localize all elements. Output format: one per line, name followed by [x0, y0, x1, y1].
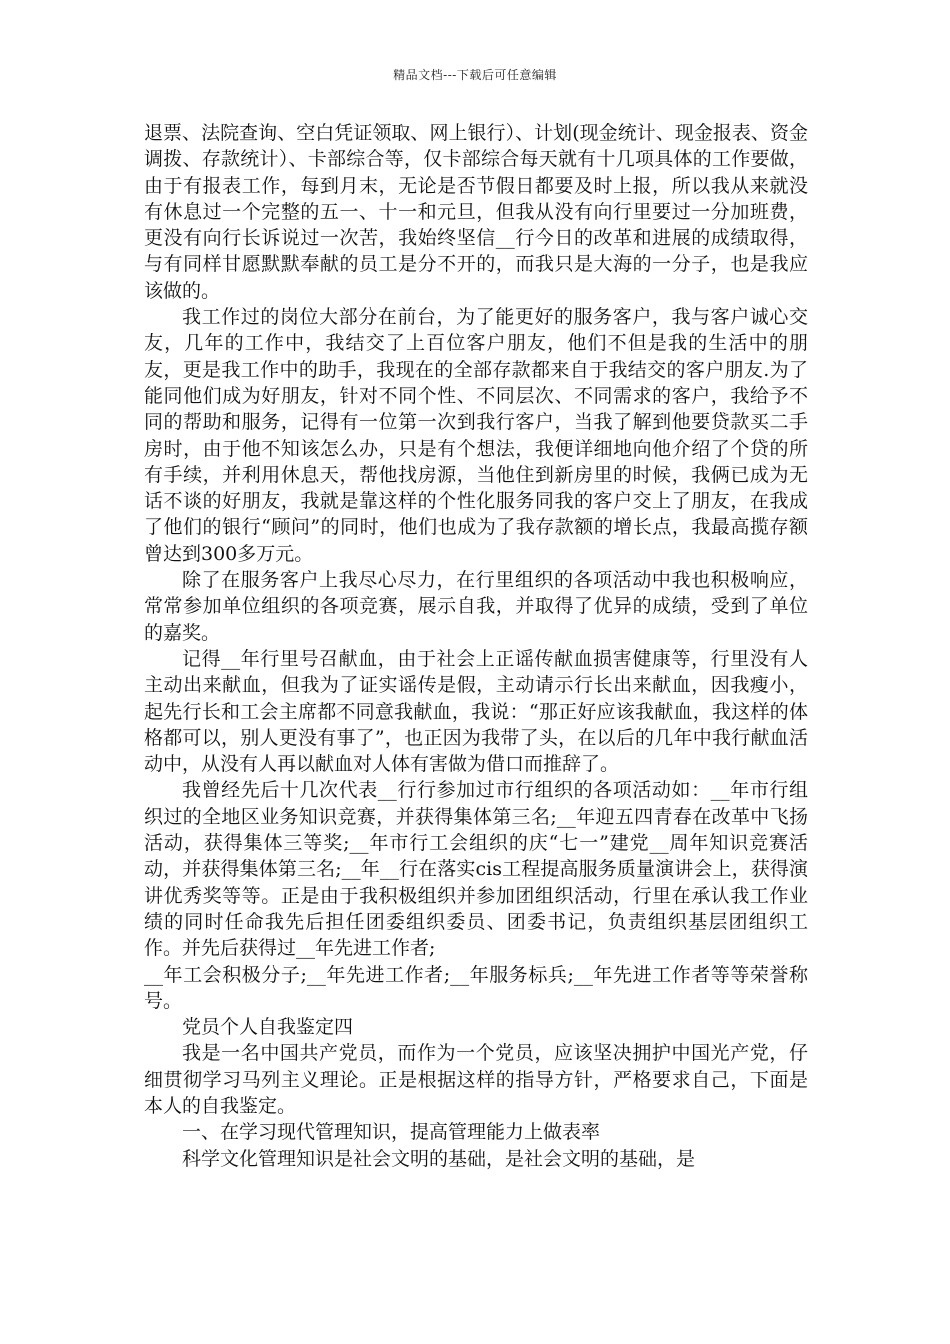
paragraph-8: 科学文化管理知识是社会文明的基础，是社会文明的基础，是 — [182, 1147, 696, 1170]
paragraph-1: 退票、法院查询、空白凭证领取、网上银行）、计划(现金统计、现金报表、资金调拨、存款统计）、卡部综合等，仅卡部综合每天就有十几项具体的工作要做，由于有报表工作，每到月末，无论是否节假日都要及时上报，所以我从来就没有休息过一个完整的五一、十一和元旦，但我从没有向行里要过一分加班费，更没有向行长诉说过一次苦，我始终坚信__行今日的改革和进展的成绩取得，与有同样甘愿默默奉献的员工是分不开的，而我只是大海的一分子，也是我应该做的。 — [144, 122, 808, 302]
subsection-heading: 一、在学习现代管理知识，提高管理能力上做表率 — [182, 1121, 601, 1144]
paragraph-5: 我曾经先后十几次代表__行行参加过市行组织的各项活动如：__年市行组织过的全地区业务知识竞赛，并获得集体第三名;__年迎五四青春在改革中飞扬活动，获得集体三等奖;__年市行工会组织的庆“七一”建党__周年知识竞赛活动，并获得集体第三名;__年__行在落实cis工程提高服务质量演讲会上，获得演讲优秀奖等等。正是由于我积极组织并参加团组织活动，行里在承认我工作业绩的同时任命我先后担任团委组织委员、团委书记，负责组织基层团组织工作。并先后获得过__年先进工作者; — [144, 779, 808, 960]
paragraph-6: __年工会积极分子;__年先进工作者;__年服务标兵;__年先进工作者等等荣誉称号。 — [144, 963, 808, 1012]
document-body — [144, 120, 808, 1172]
paragraph-7: 我是一名中国共产党员，而作为一个党员，应该坚决拥护中国光产党，仔细贯彻学习马列主义理论。正是根据这样的指导方针，严格要求自己，下面是本人的自我鉴定。 — [144, 1042, 808, 1117]
paragraph-3: 除了在服务客户上我尽心尽力，在行里组织的各项活动中我也积极响应，常常参加单位组织的各项竞赛，展示自我，并取得了优异的成绩，受到了单位的嘉奖。 — [144, 569, 808, 644]
paragraph-2: 我工作过的岗位大部分在前台，为了能更好的服务客户，我与客户诚心交友，几年的工作中，我结交了上百位客户朋友，他们不但是我的生活中的朋友，更是我工作中的助手，我现在的全部存款都来自于我结交的客户朋友.为了能同他们成为好朋友，针对不同个性、不同层次、不同需求的客户，我给予不同的帮助和服务，记得有一位第一次到我行客户，当我了解到他要贷款买二手房时，由于他不知该怎么办，只是有个想法，我便详细地向他介绍了个贷的所有手续，并利用休息天，帮他找房源，当他住到新房里的时候，我俩已成为无话不谈的好朋友，我就是靠这样的个性化服务同我的客户交上了朋友，在我成了他们的银行“顾问”的同时，他们也成为了我存款额的增长点，我最高揽存额曾达到300多万元。 — [144, 306, 808, 565]
page-header: 精品文档---下载后可任意编辑 — [393, 68, 557, 82]
paragraph-4: 记得__年行里号召献血，由于社会上正谣传献血损害健康等，行里没有人主动出来献血，但我为了证实谣传是假，主动请示行长出来献血，因我瘦小，起先行长和工会主席都不同意我献血，我说：“那正好应该我献血，我这样的体格都可以，别人更没有事了”，也正因为我带了头，在以后的几年中我行献血活动中，从没有人再以献血对人体有害做为借口而推辞了。 — [144, 647, 808, 776]
section-heading: 党员个人自我鉴定四 — [182, 1016, 354, 1039]
